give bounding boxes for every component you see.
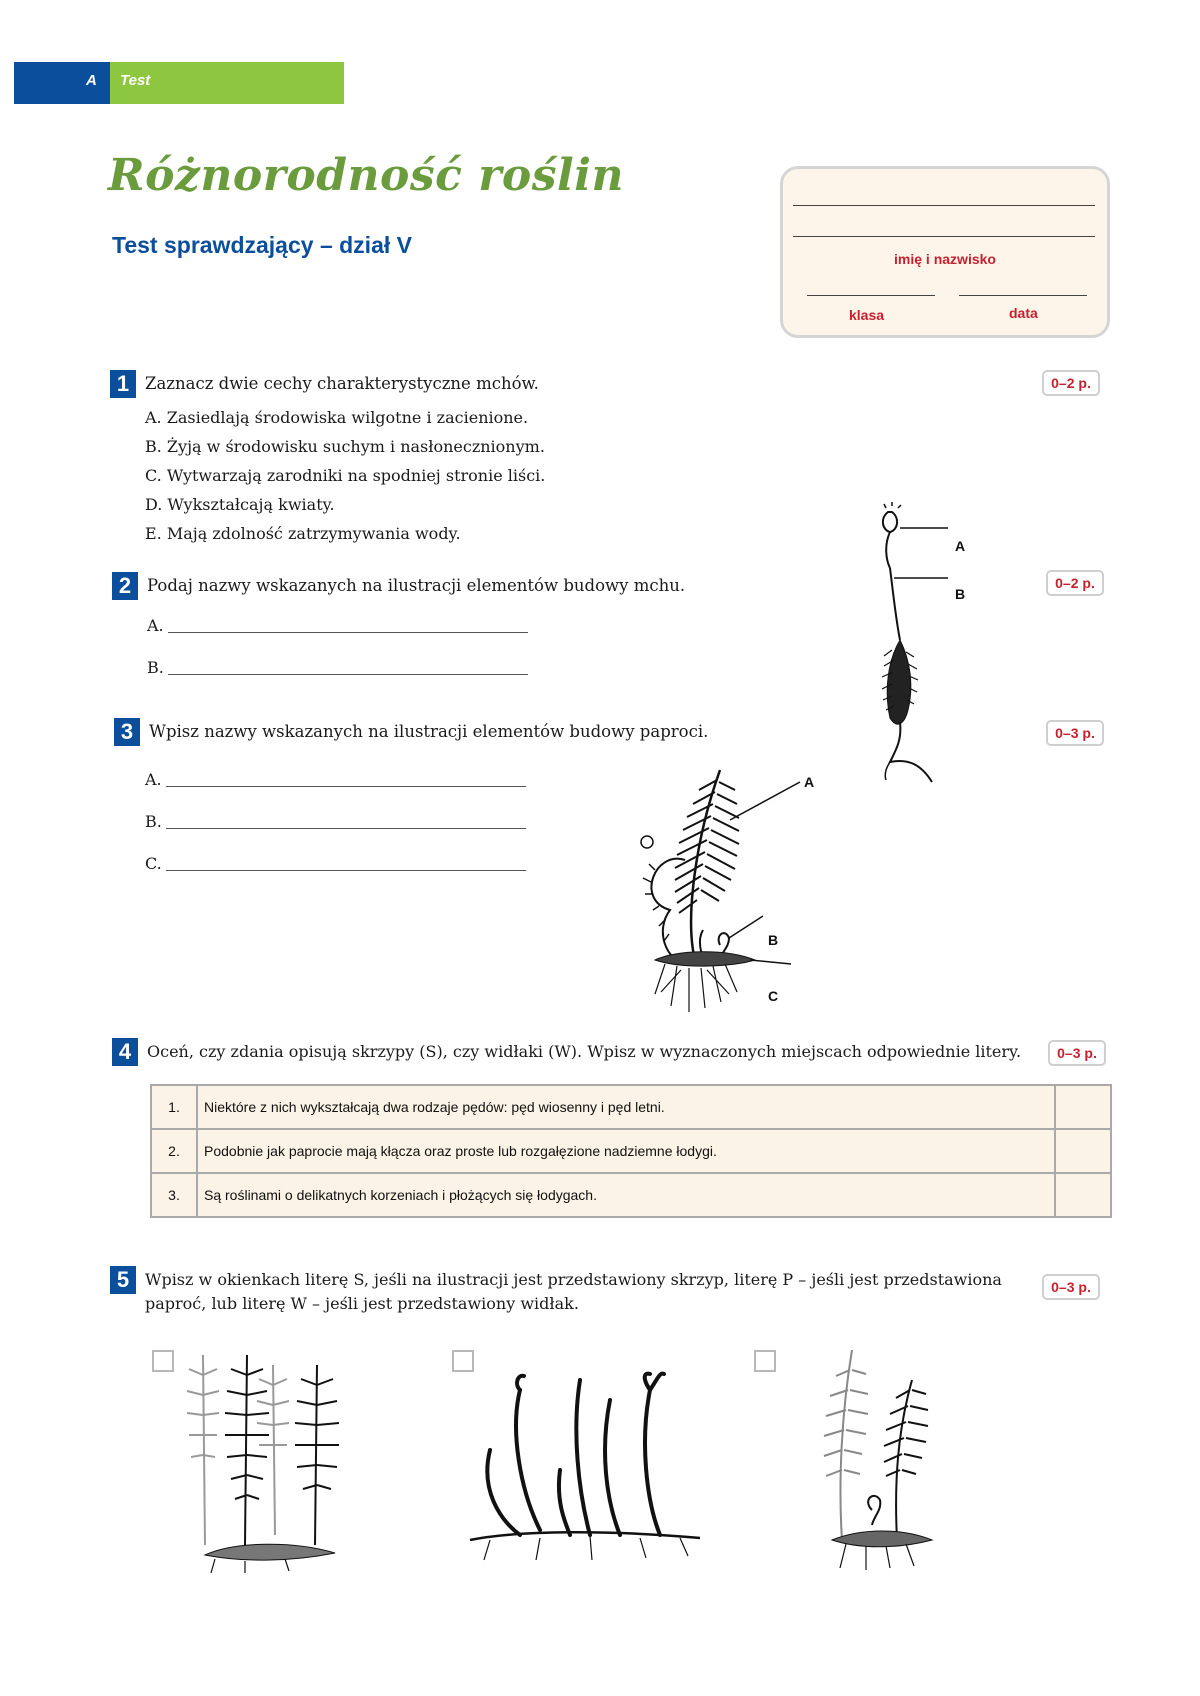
name-line-1[interactable] — [793, 205, 1095, 206]
task-5-question-line-1: Wpisz w okienkach literę S, jeśli na ilustracji jest przedstawiony skrzyp, literę P – jeśli jest przedstawiona — [145, 1270, 1002, 1289]
task-1-option-e[interactable]: E. Mają zdolność zatrzymywania wody. — [145, 524, 461, 543]
task-3-number: 3 — [114, 718, 140, 746]
student-info-box — [780, 166, 1110, 338]
task-4-table — [150, 1084, 1112, 1218]
clubmoss-illustration — [460, 1370, 710, 1580]
table-row — [151, 1085, 1111, 1129]
task-3-answer-a-line[interactable] — [166, 786, 526, 787]
answer-box-plant-2[interactable] — [452, 1350, 474, 1372]
task-2-question: Podaj nazwy wskazanych na ilustracji elementów budowy mchu. — [147, 576, 686, 595]
task-1-number: 1 — [110, 370, 136, 398]
row-answer-cell[interactable] — [1055, 1085, 1111, 1129]
fern-illustration — [625, 760, 825, 1020]
class-line[interactable] — [807, 295, 935, 296]
page-subtitle: Test sprawdzający – dział V — [112, 232, 412, 258]
table-row — [151, 1173, 1111, 1217]
task-2-answer-a-label: A. — [147, 616, 164, 635]
moss-label-a: A — [955, 538, 966, 554]
task-1-option-d[interactable]: D. Wykształcają kwiaty. — [145, 495, 335, 514]
task-3-answer-b-line[interactable] — [166, 828, 526, 829]
table-row — [151, 1129, 1111, 1173]
task-1-option-a[interactable]: A. Zasiedlają środowiska wilgotne i zacienione. — [145, 408, 529, 427]
task-1-question: Zaznacz dwie cechy charakterystyczne mchów. — [145, 374, 539, 393]
task-1-points: 0–2 p. — [1042, 370, 1100, 396]
row-statement: Są roślinami o delikatnych korzeniach i płożących się łodygach. — [197, 1173, 1055, 1217]
fern-label-b: B — [768, 932, 779, 948]
task-3-answer-a-label: A. — [145, 770, 162, 789]
task-2-answer-b-label: B. — [147, 658, 164, 677]
page-title: Różnorodność roślin — [108, 150, 624, 201]
task-5-number: 5 — [110, 1266, 136, 1294]
fern-label-a: A — [804, 774, 815, 790]
fern-plant-illustration — [802, 1340, 952, 1575]
moss-illustration — [860, 500, 970, 790]
task-3-answer-c-line[interactable] — [166, 870, 526, 871]
row-answer-cell[interactable] — [1055, 1173, 1111, 1217]
task-3-answer-c-label: C. — [145, 854, 162, 873]
date-line[interactable] — [959, 295, 1087, 296]
task-3-question: Wpisz nazwy wskazanych na ilustracji elementów budowy paproci. — [149, 722, 709, 741]
name-line-2[interactable] — [793, 236, 1095, 237]
section-letter: A — [86, 72, 97, 89]
row-statement: Niektóre z nich wykształcają dwa rodzaje pędów: pęd wiosenny i pęd letni. — [197, 1085, 1055, 1129]
task-5-points: 0–3 p. — [1042, 1274, 1100, 1300]
task-3-points: 0–3 p. — [1046, 720, 1104, 746]
task-1-option-b[interactable]: B. Żyją w środowisku suchym i nasłonecznionym. — [145, 437, 545, 456]
task-4-points: 0–3 p. — [1048, 1040, 1106, 1066]
answer-box-plant-1[interactable] — [152, 1350, 174, 1372]
task-2-answer-b-line[interactable] — [168, 674, 528, 675]
task-1-option-c[interactable]: C. Wytwarzają zarodniki na spodniej stronie liści. — [145, 466, 546, 485]
task-4-question: Oceń, czy zdania opisują skrzypy (S), czy widłaki (W). Wpisz w wyznaczonych miejscach odpowiednie litery. — [147, 1042, 1022, 1061]
horsetail-illustration — [185, 1345, 360, 1575]
row-answer-cell[interactable] — [1055, 1129, 1111, 1173]
row-number: 3. — [151, 1173, 197, 1217]
fern-label-c: C — [768, 988, 779, 1004]
task-3-answer-b-label: B. — [145, 812, 162, 831]
task-2-answer-a-line[interactable] — [168, 632, 528, 633]
date-label: data — [1009, 305, 1038, 321]
row-number: 1. — [151, 1085, 197, 1129]
name-label: imię i nazwisko — [894, 251, 996, 267]
task-2-points: 0–2 p. — [1046, 570, 1104, 596]
class-label: klasa — [849, 307, 885, 323]
task-4-number: 4 — [112, 1038, 138, 1066]
section-label: Test — [120, 72, 151, 89]
task-2-number: 2 — [112, 572, 138, 600]
task-5-question-line-2: paproć, lub literę W – jeśli jest przedstawiony widłak. — [145, 1294, 579, 1313]
row-number: 2. — [151, 1129, 197, 1173]
answer-box-plant-3[interactable] — [754, 1350, 776, 1372]
row-statement: Podobnie jak paprocie mają kłącza oraz proste lub rozgałęzione nadziemne łodygi. — [197, 1129, 1055, 1173]
moss-label-b: B — [955, 586, 966, 602]
